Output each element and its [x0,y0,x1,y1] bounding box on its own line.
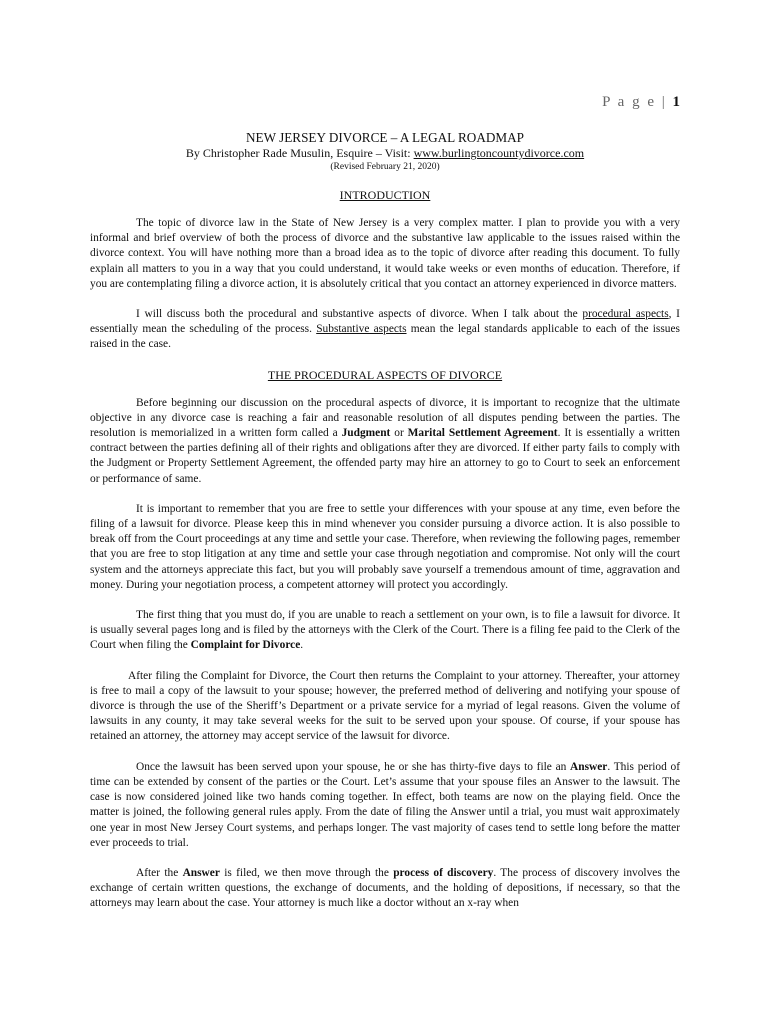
revision-date: (Revised February 21, 2020) [330,162,440,172]
page-number [602,94,680,111]
text-run: , I essentially mean the scheduling of the process. [90,308,680,336]
discovery-term: process of discovery [393,866,494,879]
paragraph-lawsuit [90,608,680,654]
paragraph-aspects [90,307,680,353]
page-number-value: 1 [672,94,680,110]
text-run: The first thing that you must do, if you are unable to reach a settlement on your own, is to file a lawsuit for divorce. It is usually several pages long and is filed by the attorneys with the Clerk of the Court. There is a filing fee paid to the Clerk of the Court when filing the [90,609,680,652]
answer-term: Answer [182,866,220,879]
page-label: P a g e | [602,94,667,110]
document-body [90,130,680,927]
settlement-agreement-term: Marital Settlement Agreement [407,427,558,440]
text-run: I will discuss both the procedural and substantive aspects of divorce. When I talk about the [136,308,583,321]
substantive-aspects-term: Substantive aspects [316,323,407,336]
text-run: . The process of discovery involves the exchange of certain written questions, the exchange of documents, and the holding of depositions, if necessary, so that the attorneys may learn about the case. Your attorney is much like a doctor without an x-ray when [90,866,680,910]
paragraph-resolution [90,396,680,487]
text-run: is filed, we then move through the [219,866,394,879]
text-run: mean the legal standards applicable to each of the issues raised in the case. [90,323,680,351]
answer-term: Answer [570,760,608,773]
website-link[interactable]: www.burlingtoncountydivorce.com [413,146,585,160]
byline-text: By Christopher Rade Musulin, Esquire – Visit: [185,146,414,160]
paragraph-answer [90,760,680,851]
text-run: . This period of time can be extended by consent of the parties or the Court. Let’s assume that your spouse files an Answer to the lawsuit. The case is now considered joined like two hands coming together. In effect, both teams are now on the playing field. Once the matter is joined, the following general rules apply. From the date of filing the Answer until a trial, you must wait approximately one year in most New Jersey Court systems, and perhaps longer. The vast majority of cases tend to settle long before the matter ever proceeds to trial. [90,760,680,849]
text-run: After the [136,866,183,879]
text-run: . [300,639,304,652]
judgment-term: Judgment [341,427,391,440]
document-title: NEW JERSEY DIVORCE – A LEGAL ROADMAP [246,130,524,145]
procedural-heading: THE PROCEDURAL ASPECTS OF DIVORCE [267,367,503,382]
author-byline [90,146,680,161]
paragraph-settle: It is important to remember that you are free to settle your differences with your spouse at any time, even before the filing of a lawsuit for divorce. Please keep this in mind whenever you consider pursuing a divorce action. It is also possible to break off from the Court proceedings at any time and settle your case. Therefore, when reviewing the following pages, remember that you are free to stop litigation at any time and settle your case through negotiation and compromise. Not only will the court system and the attorneys appreciate this fact, but you will probably save yourself a tremendous amount of time, aggravation and money. During your negotiation process, a competent attorney will protect you accordingly. [90,502,680,591]
procedural-aspects-term: procedural aspects [582,308,669,321]
text-run: Before beginning our discussion on the procedural aspects of divorce, it is important to recognize that the ultimate objective in any divorce case is reaching a fair and reasonable resolution of all disputes pending between the parties. The resolution is memorialized in a written form called a [90,396,680,440]
paragraph-discovery [90,866,680,912]
paragraph-service: After filing the Complaint for Divorce, the Court then returns the Complaint to your attorney. Thereafter, your attorney is free to mail a copy of the lawsuit to your spouse; however, the preferred method of delivering and notifying your spouse of divorce is through the use of the Sheriff’s Department or a private service for a myriad of legal reasons. Given the volume of lawsuits in any county, it may take several weeks for the suit to be served upon your spouse. Of course, if your spouse has retained an attorney, the attorney may accept service of the lawsuit for divorce. [90,669,680,743]
complaint-term: Complaint for Divorce [190,639,301,652]
introduction-heading: INTRODUCTION [339,188,431,202]
text-run: . It is essentially a written contract between the parties defining all of their rights and obligations after they are divorced. If either party fails to comply with the Judgment or Property Settlement Agreement, the offended party may hire an attorney to go to Court to seek an enforcement or performance of same. [90,427,680,485]
text-run: or [390,427,408,440]
paragraph-intro: The topic of divorce law in the State of New Jersey is a very complex matter. I plan to provide you with a very informal and brief overview of both the process of divorce and the substantive law applicable to the issues raised within the divorce context. You will have nothing more than a broad idea as to the topic of divorce after reading this document. To fully explain all matters to you in a way that you could understand, it would take weeks or even months of education. Therefore, if you are contemplating filing a divorce action, it is absolutely critical that you contact an attorney experienced in divorce matters. [90,217,680,290]
text-run: Once the lawsuit has been served upon your spouse, he or she has thirty-five days to file an [136,760,571,773]
